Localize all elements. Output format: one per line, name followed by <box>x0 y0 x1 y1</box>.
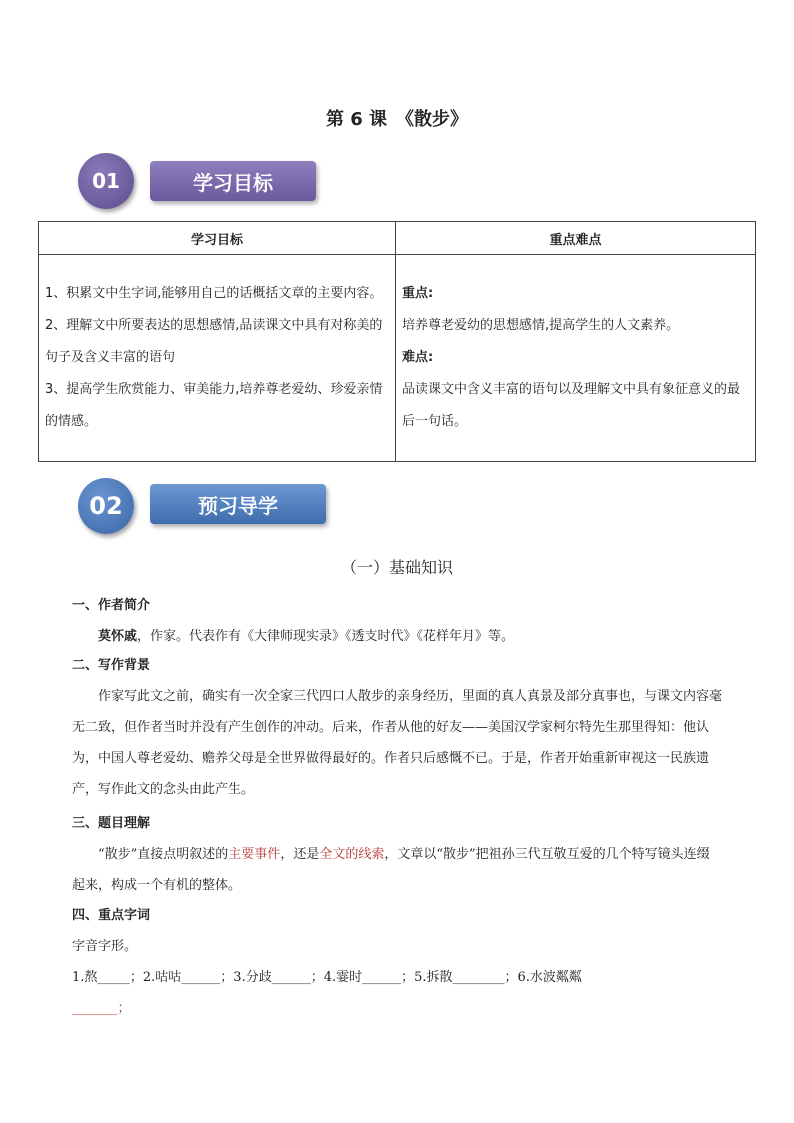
section-banner-preview <box>78 476 328 536</box>
background-paragraph: 作家写此文之前，确实有一次全家三代四口人散步的亲身经历，里面的真人真景及部分真事也，与课文内容毫无二致，但作者当时并没有产生创作的冲动。后来，作者从他的好友——美国汉学家柯尔特先生那里得知：他认为，中国人尊老爱幼、赡养父母是全世界做得最好的。作者只后感慨不已。于是，作者开始重新审视这一民族遗产，写作此文的念头由此产生。 <box>72 689 723 797</box>
heading-title-understanding: 三、题目理解 <box>72 816 151 831</box>
title-section <box>72 808 722 901</box>
vocab-exercise-tail: _______； <box>72 1001 131 1016</box>
heading-vocabulary: 四、重点字词 <box>72 908 151 923</box>
section-label: 学习目标 <box>150 161 316 201</box>
key-point-text: 培养尊老爱幼的思想感情,提高学生的人文素养。 <box>402 318 680 333</box>
section-label: 预习导学 <box>150 484 326 524</box>
text-part: ，还是 <box>280 847 320 862</box>
difficulty-text: 品读课文中含义丰富的语句以及理解文中具有象征意义的最后一句话。 <box>402 382 741 429</box>
text-part: ，文章以“散步”把祖孙三代互敬互爱的几个特写镜头连缀起来，构成一个有机的整体。 <box>72 847 710 893</box>
goals-table <box>38 221 756 462</box>
table-header-goals: 学习目标 <box>39 222 396 255</box>
difficulty-label: 难点: <box>402 350 434 365</box>
vocab-subheading: 字音字形。 <box>72 939 138 954</box>
author-desc: ，作家。代表作有《大律师现实录》《透支时代》《花样年月》等。 <box>137 629 515 644</box>
vocab-section <box>72 900 722 1024</box>
page-title: 第 6 课 《散步》 <box>325 109 469 130</box>
section-number-badge: 01 <box>78 153 134 209</box>
text-part: “散步”直接点明叙述的 <box>98 847 229 862</box>
section-banner-learning-goals <box>78 153 318 213</box>
goal-item-3: 3、提高学生欣赏能力、审美能力,培养尊老爱幼、珍爱亲情的情感。 <box>45 382 383 429</box>
section-subtitle: （一）基础知识 <box>340 558 453 577</box>
goals-cell <box>39 255 396 462</box>
author-name: 莫怀戚 <box>98 629 138 644</box>
highlight-clue: 全文的线索 <box>319 847 385 862</box>
goal-item-2: 2、理解文中所要表达的思想感情,品读课文中具有对称美的句子及含义丰富的语句 <box>45 318 383 365</box>
table-header-key-points: 重点难点 <box>396 222 756 255</box>
author-section <box>72 590 722 652</box>
author-paragraph <box>72 621 722 652</box>
title-paragraph <box>72 839 722 901</box>
background-section <box>72 650 722 805</box>
heading-background: 二、写作背景 <box>72 658 151 673</box>
vocab-exercise-line: 1.熬_____；2.咕咕______；3.分歧______；4.霎时______；5.拆散________；6.水波粼粼 <box>72 970 582 985</box>
goal-item-1: 1、积累文中生字词,能够用自己的话概括文章的主要内容。 <box>45 286 383 301</box>
heading-author: 一、作者简介 <box>72 598 151 613</box>
key-point-label: 重点: <box>402 286 434 301</box>
key-points-cell <box>396 255 756 462</box>
section-number-badge: 02 <box>78 478 134 534</box>
highlight-main-event: 主要事件 <box>228 847 281 862</box>
